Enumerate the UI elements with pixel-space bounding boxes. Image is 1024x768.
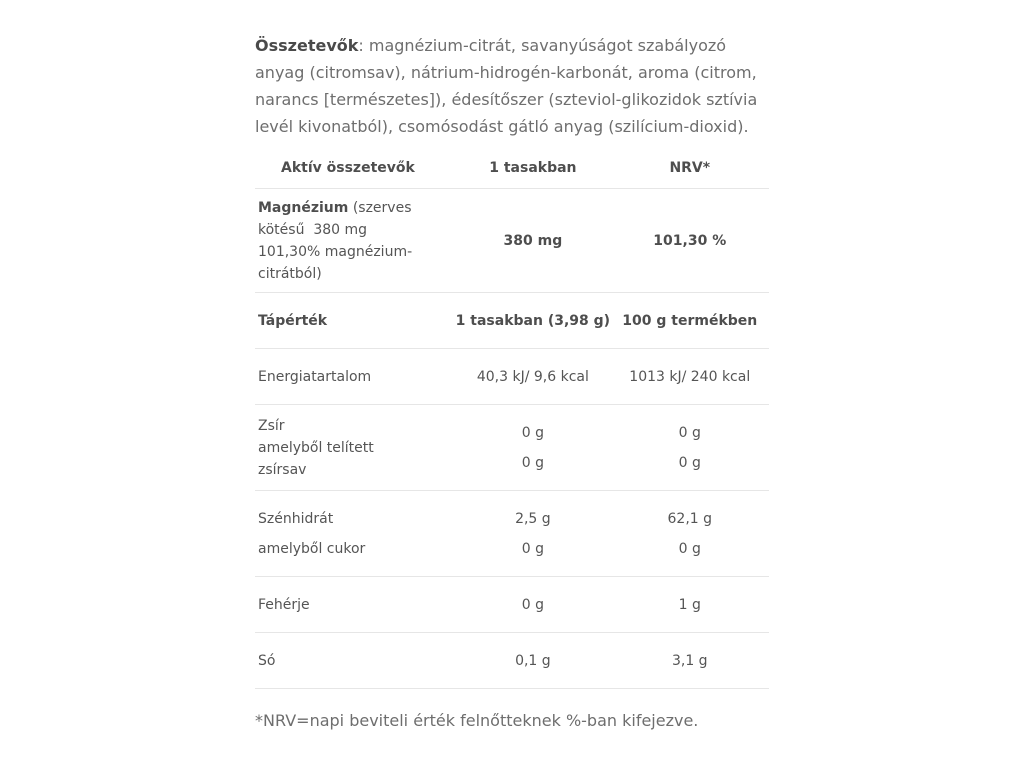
header-per-sachet: 1 tasakban xyxy=(455,148,610,189)
nutrition-header-per-sachet: 1 tasakban (3,98 g) xyxy=(455,293,610,349)
nrv-footnote: *NRV=napi beviteli érték felnőtteknek %-ban kifejezve. xyxy=(255,711,699,730)
ingredients-paragraph xyxy=(255,32,775,140)
carbs-per-sachet-1: 2,5 g xyxy=(515,510,551,527)
fat-label-3: zsírsav xyxy=(258,461,307,478)
magnesium-detail-4: citrátból) xyxy=(258,265,322,282)
carbs-per-100g xyxy=(611,491,769,577)
carbs-per-sachet xyxy=(455,491,610,577)
energy-per-100g: 1013 kJ/ 240 kcal xyxy=(611,349,769,405)
table-row xyxy=(255,633,769,689)
table-row xyxy=(255,491,769,577)
table-row xyxy=(255,349,769,405)
fat-per-sachet-2: 0 g xyxy=(521,454,544,471)
protein-per-sachet: 0 g xyxy=(455,577,610,633)
carbs-per-sachet-2: 0 g xyxy=(521,540,544,557)
magnesium-nrv: 101,30 % xyxy=(611,189,769,293)
magnesium-name: Magnézium xyxy=(258,199,349,216)
magnesium-detail-3: 101,30% magnézium- xyxy=(258,243,413,260)
table-row xyxy=(255,148,769,189)
magnesium-per-sachet: 380 mg xyxy=(455,189,610,293)
ingredients-label: Összetevők xyxy=(255,36,359,55)
protein-per-100g: 1 g xyxy=(611,577,769,633)
header-active-ingredients: Aktív összetevők xyxy=(255,148,455,189)
table-row xyxy=(255,189,769,293)
fat-per-sachet-1: 0 g xyxy=(521,424,544,441)
nutrition-header-label: Tápérték xyxy=(255,293,455,349)
fat-label-2: amelyből telített xyxy=(258,439,374,456)
fat-label-1: Zsír xyxy=(258,417,285,434)
salt-label: Só xyxy=(255,633,455,689)
carbs-label-1: Szénhidrát xyxy=(258,510,334,527)
energy-per-sachet: 40,3 kJ/ 9,6 kcal xyxy=(455,349,610,405)
table-row xyxy=(255,577,769,633)
table-row xyxy=(255,405,769,491)
nutrition-header-per-100g: 100 g termékben xyxy=(611,293,769,349)
nutrition-table xyxy=(255,148,769,689)
energy-label: Energiatartalom xyxy=(255,349,455,405)
product-info xyxy=(255,32,775,730)
salt-per-sachet: 0,1 g xyxy=(455,633,610,689)
fat-per-sachet xyxy=(455,405,610,491)
carbs-label-2: amelyből cukor xyxy=(258,540,366,557)
fat-label xyxy=(255,405,455,491)
magnesium-detail-1: (szerves xyxy=(348,199,412,216)
fat-per-100g-1: 0 g xyxy=(678,424,701,441)
carbs-per-100g-2: 0 g xyxy=(678,540,701,557)
header-nrv: NRV* xyxy=(611,148,769,189)
ingredients-text: : magnézium-citrát, savanyúságot szabályozó anyag (citromsav), nátrium-hidrogén-karbonát, aroma (citrom, narancs [természetes]), édesítőszer (szteviol-glikozidok sztívia levél kivonatból), csomósodást gátló anyag (szilícium-dioxid). xyxy=(255,36,758,136)
magnesium-detail-2: kötésű 380 mg xyxy=(258,221,368,238)
protein-label: Fehérje xyxy=(255,577,455,633)
fat-per-100g-2: 0 g xyxy=(678,454,701,471)
carbs-per-100g-1: 62,1 g xyxy=(667,510,713,527)
salt-per-100g: 3,1 g xyxy=(611,633,769,689)
magnesium-label xyxy=(255,189,455,293)
table-row xyxy=(255,293,769,349)
fat-per-100g xyxy=(611,405,769,491)
carbs-label xyxy=(255,491,455,577)
